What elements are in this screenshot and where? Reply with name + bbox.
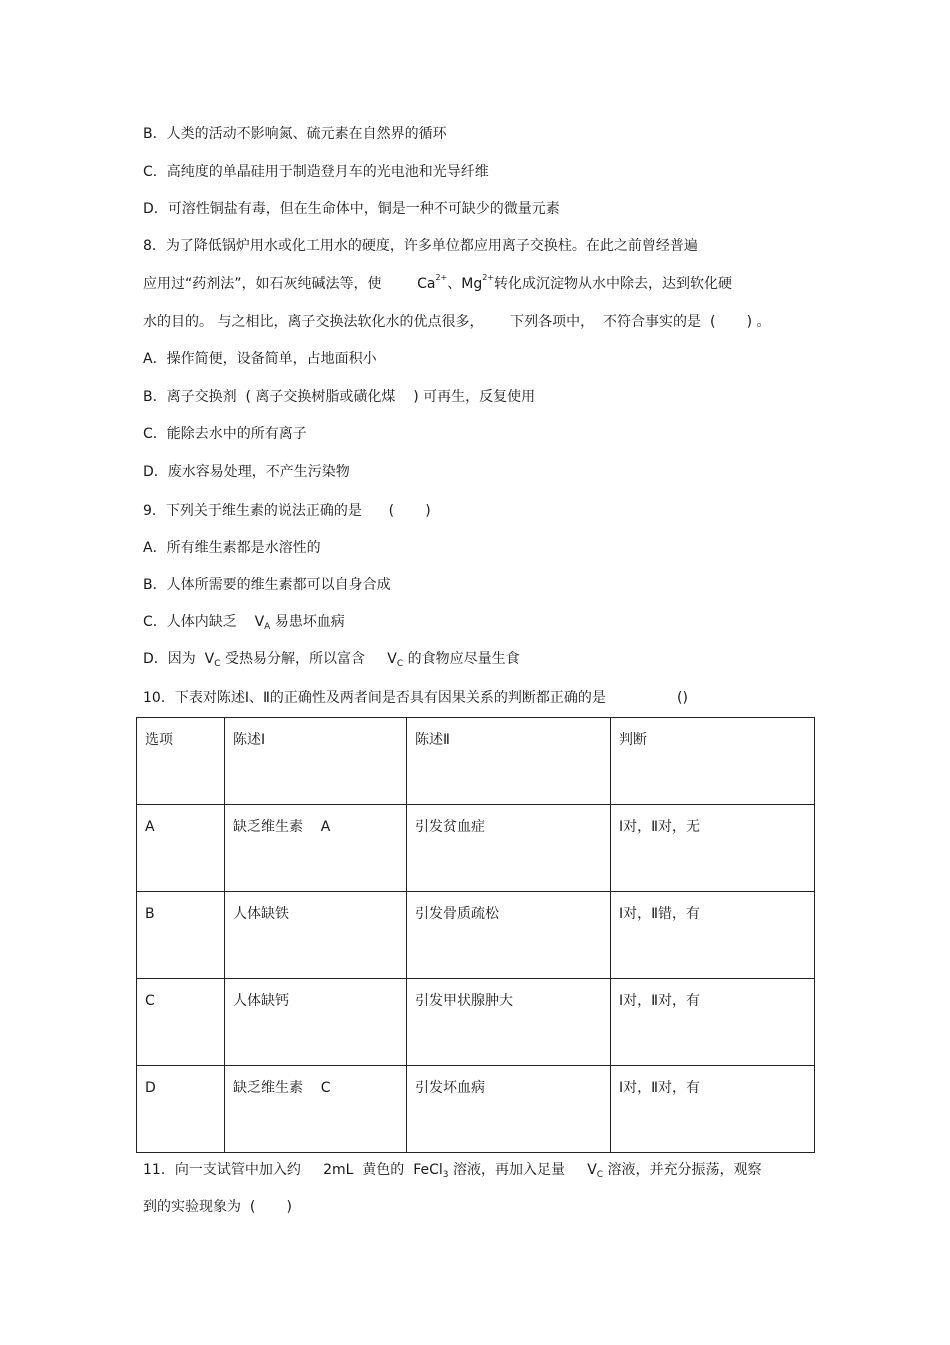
q9c-text-a: C．人体内缺乏 V	[143, 614, 265, 630]
q9-option-b: B．人体所需要的维生素都可以自身合成	[143, 577, 391, 593]
q11-text-a: 11．向一支试管中加入约 2mL 黄色的 FeCl	[143, 1162, 443, 1178]
q8-stem-line2	[143, 274, 732, 294]
table-cell: Ⅰ对，Ⅱ对，无	[611, 805, 815, 892]
q8-text-c: 转化成沉淀物从水中除去，达到软化硬	[494, 276, 733, 292]
q11-sub1: 3	[442, 1170, 449, 1180]
table-cell: 人体缺铁	[225, 892, 407, 979]
q8-text-a: 应用过“药剂法”，如石灰纯碱法等，使 Ca	[143, 276, 436, 292]
table-cell: 引发坏血病	[407, 1066, 611, 1153]
q8-stem-line1: 8．为了降低锅炉用水或化工用水的硬度，许多单位都应用离子交换柱。在此之前曾经普遍	[143, 238, 698, 254]
table-row	[137, 892, 815, 979]
table-row	[137, 805, 815, 892]
table-cell: 缺乏维生素 A	[225, 805, 407, 892]
q8-option-d: D．废水容易处理，不产生污染物	[143, 464, 350, 480]
q8-option-c: C．能除去水中的所有离子	[143, 426, 307, 442]
q7-option-b: B．人类的活动不影响氮、硫元素在自然界的循环	[143, 126, 447, 142]
table-cell: 人体缺钙	[225, 979, 407, 1066]
q7-option-d: D．可溶性铜盐有毒，但在生命体中，铜是一种不可缺少的微量元素	[143, 201, 560, 217]
q9d-text-a: D．因为 V	[143, 651, 215, 667]
table-cell: 引发贫血症	[407, 805, 611, 892]
q11-text-b: 溶液，再加入足量 V	[448, 1162, 597, 1178]
q9d-text-b: 受热易分解，所以富含 V	[220, 651, 397, 667]
table-row	[137, 979, 815, 1066]
q9d-sub1: C	[214, 659, 221, 669]
q9d-text-c: 的食物应尽量生食	[403, 651, 520, 667]
q9c-text-b: 易患坏血病	[270, 614, 345, 630]
q10-table	[136, 717, 815, 1153]
table-cell: Ⅰ对，Ⅱ对，有	[611, 1066, 815, 1153]
table-header-cell: 判断	[611, 718, 815, 805]
q11-text-c: 溶液，并充分振荡，观察	[603, 1162, 762, 1178]
q10-stem: 10．下表对陈述Ⅰ、Ⅱ的正确性及两者间是否具有因果关系的判断都正确的是 ()	[143, 690, 688, 706]
table-cell: C	[137, 979, 225, 1066]
table-cell: B	[137, 892, 225, 979]
q11-stem-line2: 到的实验现象为 ( )	[143, 1199, 292, 1215]
table-header-row	[137, 718, 815, 805]
q9d-sub2: C	[396, 659, 404, 669]
table-header-cell: 陈述Ⅱ	[407, 718, 611, 805]
q9-option-c	[143, 612, 345, 632]
q9-stem: 9．下列关于维生素的说法正确的是 ( )	[143, 503, 431, 519]
table-cell: 引发骨质疏松	[407, 892, 611, 979]
q9c-sub: A	[264, 622, 271, 632]
table-row	[137, 1066, 815, 1153]
mg-charge: 2+	[482, 273, 495, 282]
q7-option-c: C．高纯度的单晶硅用于制造登月车的光电池和光导纤维	[143, 164, 489, 180]
q8-text-b: 、Mg	[447, 276, 483, 292]
table-header-cell: 选项	[137, 718, 225, 805]
q9-option-a: A．所有维生素都是水溶性的	[143, 540, 321, 556]
q8-option-b: B．离子交换剂 ( 离子交换树脂或磺化煤 ) 可再生，反复使用	[143, 389, 536, 405]
q8-option-a: A．操作简便，设备简单，占地面积小	[143, 351, 377, 367]
q8-stem-line3: 水的目的。 与之相比，离子交换法软化水的优点很多， 下列各项中， 不符合事实的是 ( ) 。	[143, 314, 771, 330]
table-cell: 引发甲状腺肿大	[407, 979, 611, 1066]
table-cell: 缺乏维生素 C	[225, 1066, 407, 1153]
table-cell: D	[137, 1066, 225, 1153]
table-cell: Ⅰ对，Ⅱ对，有	[611, 979, 815, 1066]
q11-stem-line1	[143, 1160, 762, 1180]
table-cell: A	[137, 805, 225, 892]
ca-charge: 2+	[435, 273, 448, 282]
table-cell: Ⅰ对，Ⅱ错，有	[611, 892, 815, 979]
q9-option-d	[143, 649, 520, 669]
table-header-cell: 陈述Ⅰ	[225, 718, 407, 805]
q11-sub2: C	[596, 1170, 604, 1180]
